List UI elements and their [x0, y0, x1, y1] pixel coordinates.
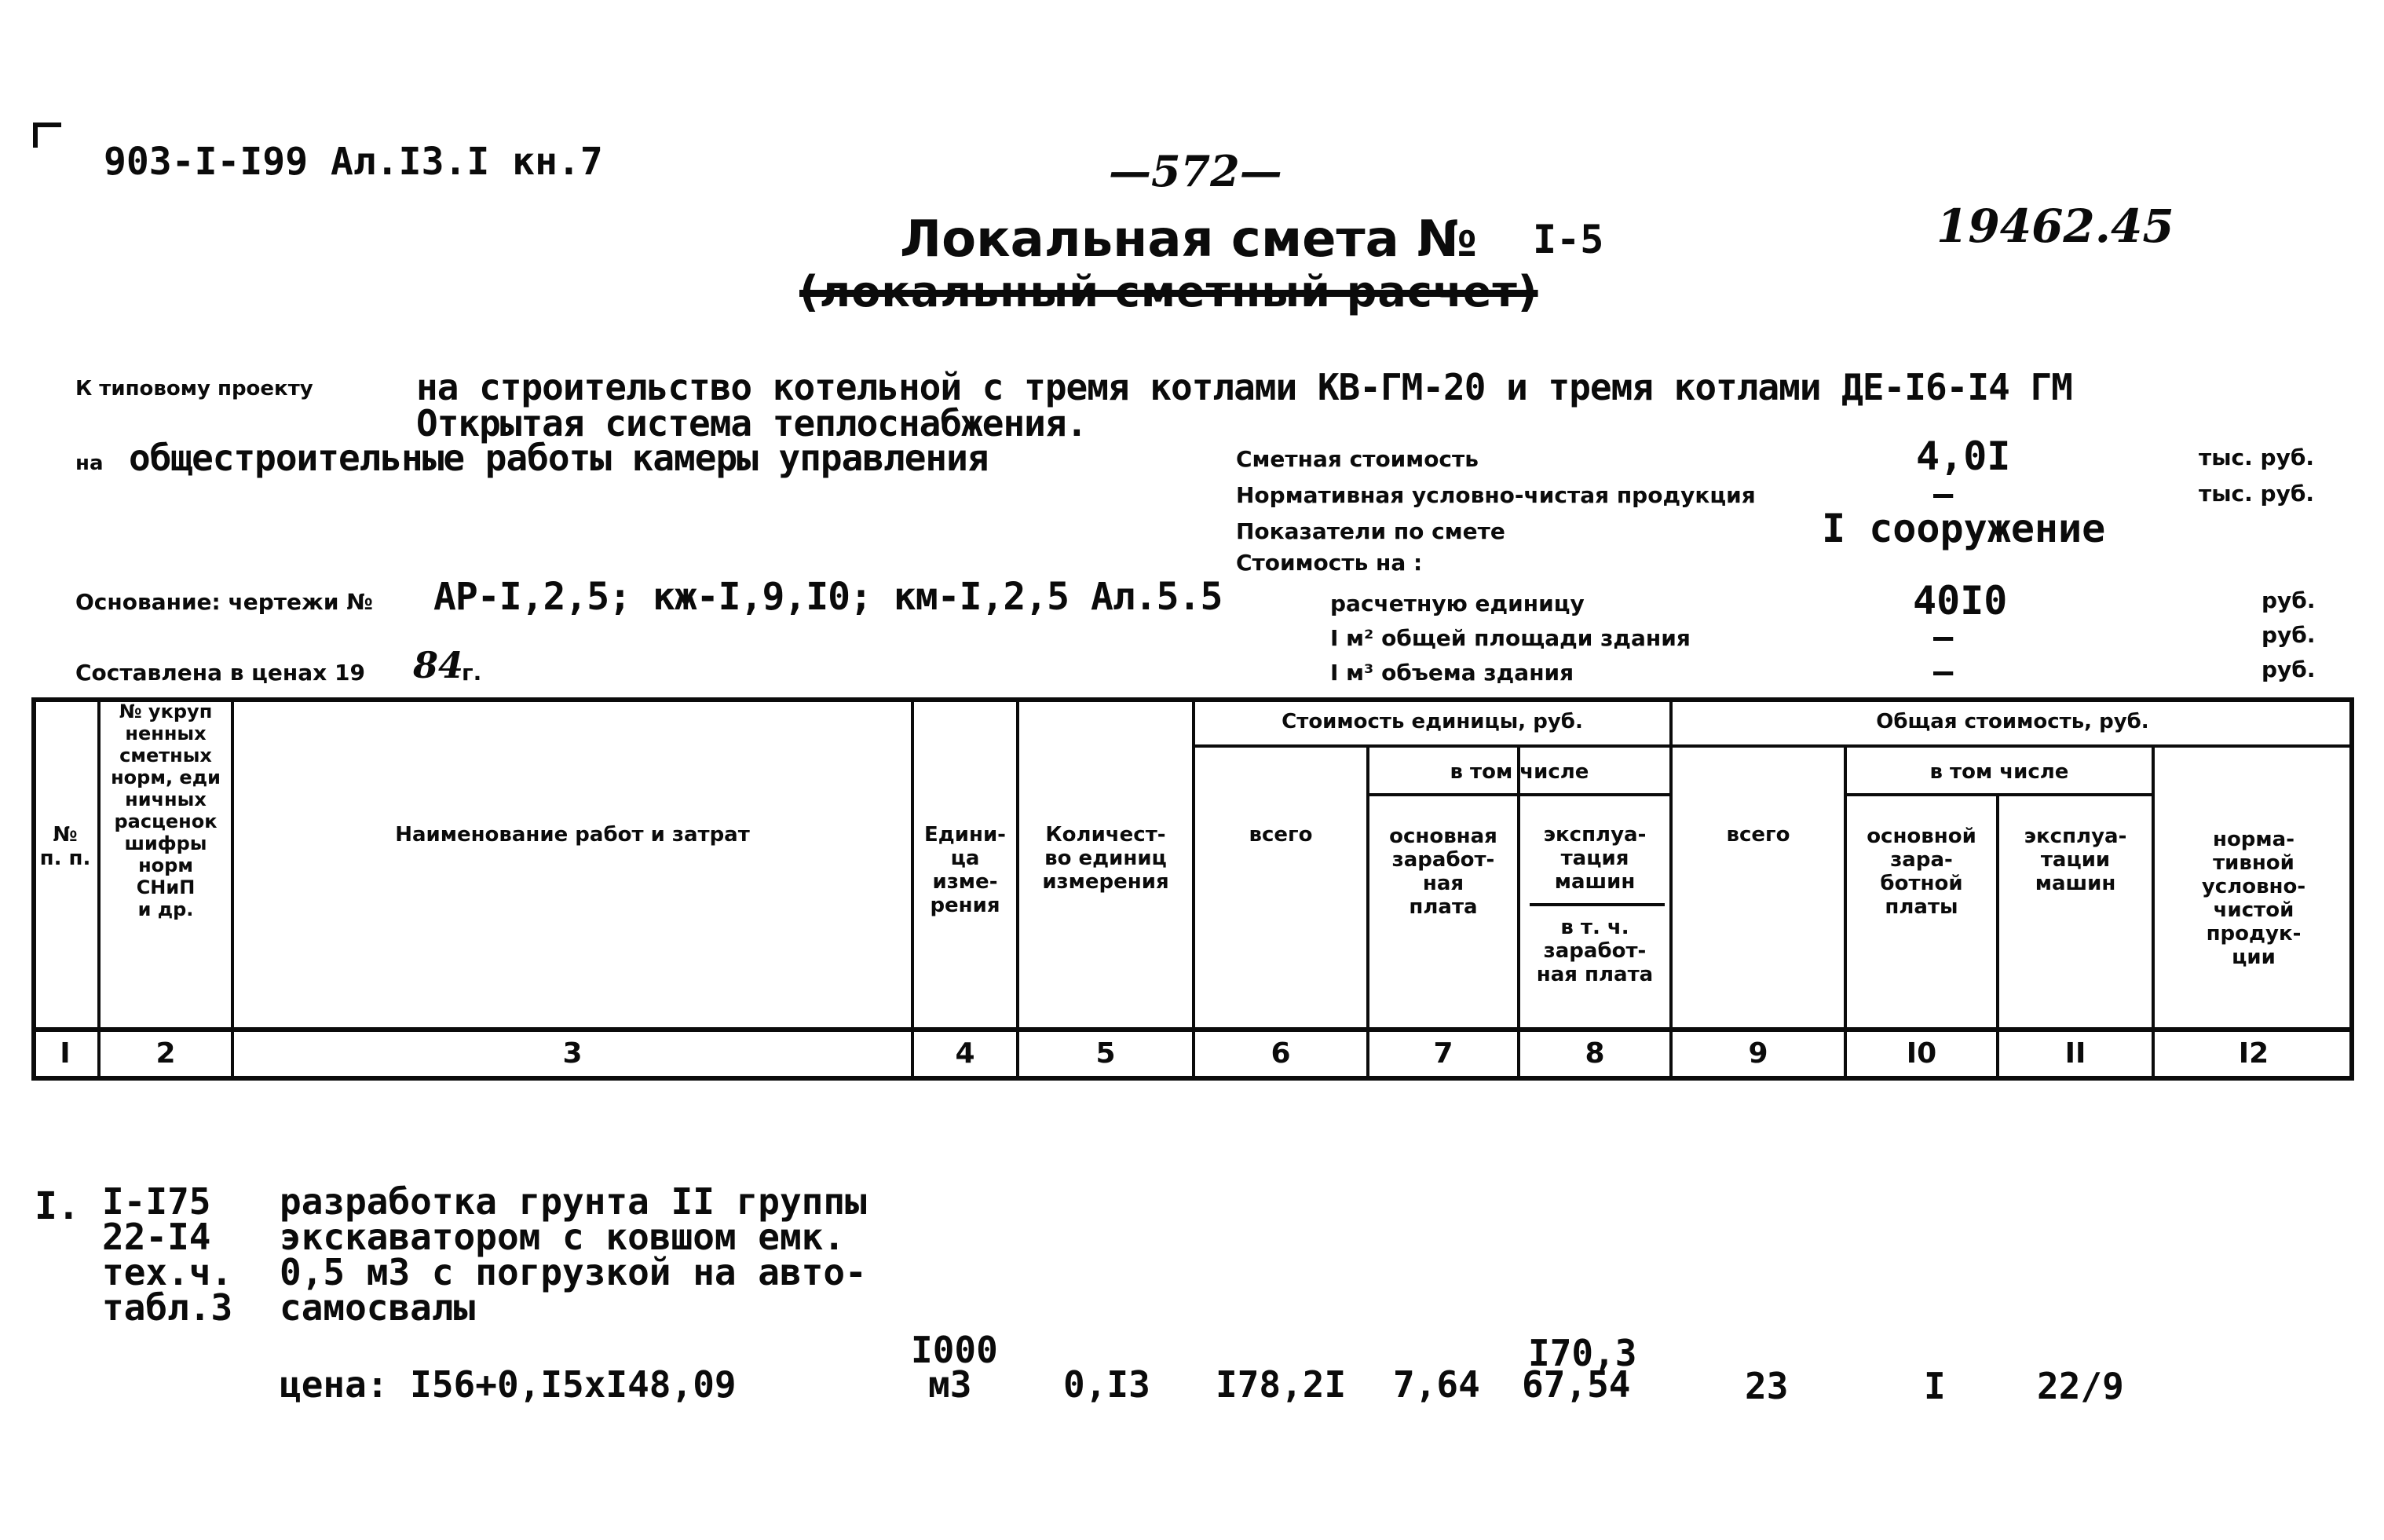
column-number-2: 2: [155, 1037, 176, 1070]
project-to-label: К типовому проекту: [75, 377, 313, 401]
summary-label-net-output: Нормативная условно-чистая продукция: [1236, 482, 1756, 508]
summary-value-indicators: I сооружение: [1822, 506, 2106, 551]
column-number-8: 8: [1585, 1037, 1605, 1070]
header-col7: основная заработ- ная плата: [1389, 825, 1497, 919]
entry-description-4: самосвалы: [280, 1286, 476, 1329]
entry-total-wage: I: [1924, 1365, 1946, 1407]
entry-number: I.: [35, 1184, 80, 1228]
summary-value-estimate-cost: 4,0I: [1916, 433, 2011, 479]
summary-value-net-output: –: [1933, 474, 1954, 513]
summary-unit-net-output: тыс. руб.: [2199, 481, 2315, 507]
header-col2: № укруп ненных сметных норм, еди ничных расценок шифры норм СНиП и др.: [111, 700, 221, 920]
header-total-cost-group: Общая стоимость, руб.: [1876, 710, 2149, 733]
column-number-1: I: [60, 1037, 71, 1070]
works-description: общестроительные работы камеры управления: [129, 437, 989, 479]
works-on-label: на: [75, 452, 104, 475]
entry-description-2: экскаватором с ковшом емк.: [280, 1216, 846, 1258]
column-number-9: 9: [1748, 1037, 1768, 1070]
summary-label-estimate-cost: Сметная стоимость: [1236, 446, 1479, 472]
header-col6: всего: [1249, 823, 1313, 847]
entry-quantity: 0,I3: [1063, 1363, 1150, 1406]
estimate-number: I-5: [1533, 217, 1604, 262]
summary-value-per-unit: 40I0: [1913, 578, 2008, 624]
header-col11: эксплуа- тации машин: [2024, 825, 2127, 895]
column-number-4: 4: [955, 1037, 975, 1070]
column-number-7: 7: [1433, 1037, 1453, 1070]
corner-mark: [33, 123, 61, 148]
summary-label-cost-per: Стоимость на :: [1236, 550, 1423, 576]
header-unit-cost-group: Стоимость единицы, руб.: [1282, 710, 1583, 733]
prices-year: 84: [413, 644, 464, 686]
summary-unit-per-unit: руб.: [2262, 587, 2316, 613]
summary-label-per-unit: расчетную единицу: [1330, 591, 1585, 616]
header-col5: Количест- во единиц измерения: [1042, 823, 1169, 894]
header-col8-wages: в т. ч. заработ- ная плата: [1536, 916, 1654, 986]
summary-value-per-volume: –: [1933, 652, 1954, 690]
entry-unit-total: I78,2I: [1216, 1363, 1347, 1406]
estimate-table-header: [31, 697, 2354, 1081]
header-col12: норма- тивной условно- чистой продук- ции: [2201, 828, 2306, 969]
entry-price-formula: цена: I56+0,I5хI48,09: [280, 1363, 737, 1406]
entry-total: 23: [1745, 1365, 1789, 1407]
page-title: Локальная смета №: [900, 210, 1478, 269]
project-line-2: Открытая система теплоснабжения.: [416, 402, 1088, 444]
header-col8-machines: эксплуа- тация машин: [1543, 823, 1647, 894]
summary-unit-per-area: руб.: [2262, 622, 2316, 648]
basis-label: Основание: чертежи №: [75, 589, 373, 615]
document-code: 903-I-I99 Ал.I3.I кн.7: [104, 140, 603, 184]
header-col10: основной зара- ботной платы: [1867, 825, 1976, 919]
struck-subtitle: (локальный сметный расчет): [799, 267, 1538, 316]
header-col4: Едини- ца изме- рения: [924, 823, 1006, 917]
summary-label-indicators: Показатели по смете: [1236, 518, 1505, 544]
header-col1: № п. п.: [39, 823, 91, 870]
project-line-1: на строительство котельной с тремя котлами КВ-ГМ-20 и тремя котлами ДЕ-I6-I4 ГМ: [416, 366, 2072, 408]
header-col9: всего: [1726, 823, 1790, 847]
header-including-2: в том числе: [1929, 760, 2069, 784]
column-number-12: I2: [2238, 1037, 2269, 1070]
prices-label: Составлена в ценах 19: [75, 660, 365, 686]
basis-drawings: АР-I,2,5; кж-I,9,I0; км-I,2,5 Ал.5.5: [433, 575, 1223, 619]
entry-description-3: 0,5 м3 с погрузкой на авто-: [280, 1251, 867, 1293]
entry-code-2: 22-I4: [102, 1216, 211, 1258]
column-number-3: 3: [562, 1037, 583, 1070]
prices-suffix: г.: [462, 660, 482, 686]
entry-code-3: тех.ч.: [102, 1251, 233, 1293]
page-number: —572—: [1109, 146, 1282, 196]
summary-label-per-volume: I м³ объема здания: [1330, 660, 1574, 686]
entry-total-machines: 22/9: [2037, 1365, 2124, 1407]
summary-value-per-area: –: [1933, 617, 1954, 656]
header-col3: Наименование работ и затрат: [395, 823, 750, 847]
entry-unit-bottom: м3: [928, 1363, 972, 1406]
summary-unit-per-volume: руб.: [2262, 657, 2316, 682]
column-number-11: II: [2064, 1037, 2086, 1070]
column-number-10: I0: [1906, 1037, 1937, 1070]
handwritten-total: 19462.45: [1936, 199, 2174, 253]
entry-code-1: I-I75: [102, 1180, 211, 1223]
header-including-1: в том числе: [1450, 760, 1589, 784]
entry-unit-top: I000: [911, 1329, 998, 1371]
entry-description-1: разработка грунта II группы: [280, 1180, 867, 1223]
entry-code-4: табл.3: [102, 1286, 233, 1329]
summary-label-per-area: I м² общей площади здания: [1330, 625, 1691, 651]
column-number-5: 5: [1095, 1037, 1116, 1070]
entry-unit-wage: 7,64: [1393, 1363, 1480, 1406]
column-number-6: 6: [1271, 1037, 1291, 1070]
summary-unit-estimate-cost: тыс. руб.: [2199, 444, 2315, 470]
entry-machines-bottom: 67,54: [1522, 1363, 1631, 1406]
entry-machines-top: I70,3: [1528, 1332, 1637, 1374]
